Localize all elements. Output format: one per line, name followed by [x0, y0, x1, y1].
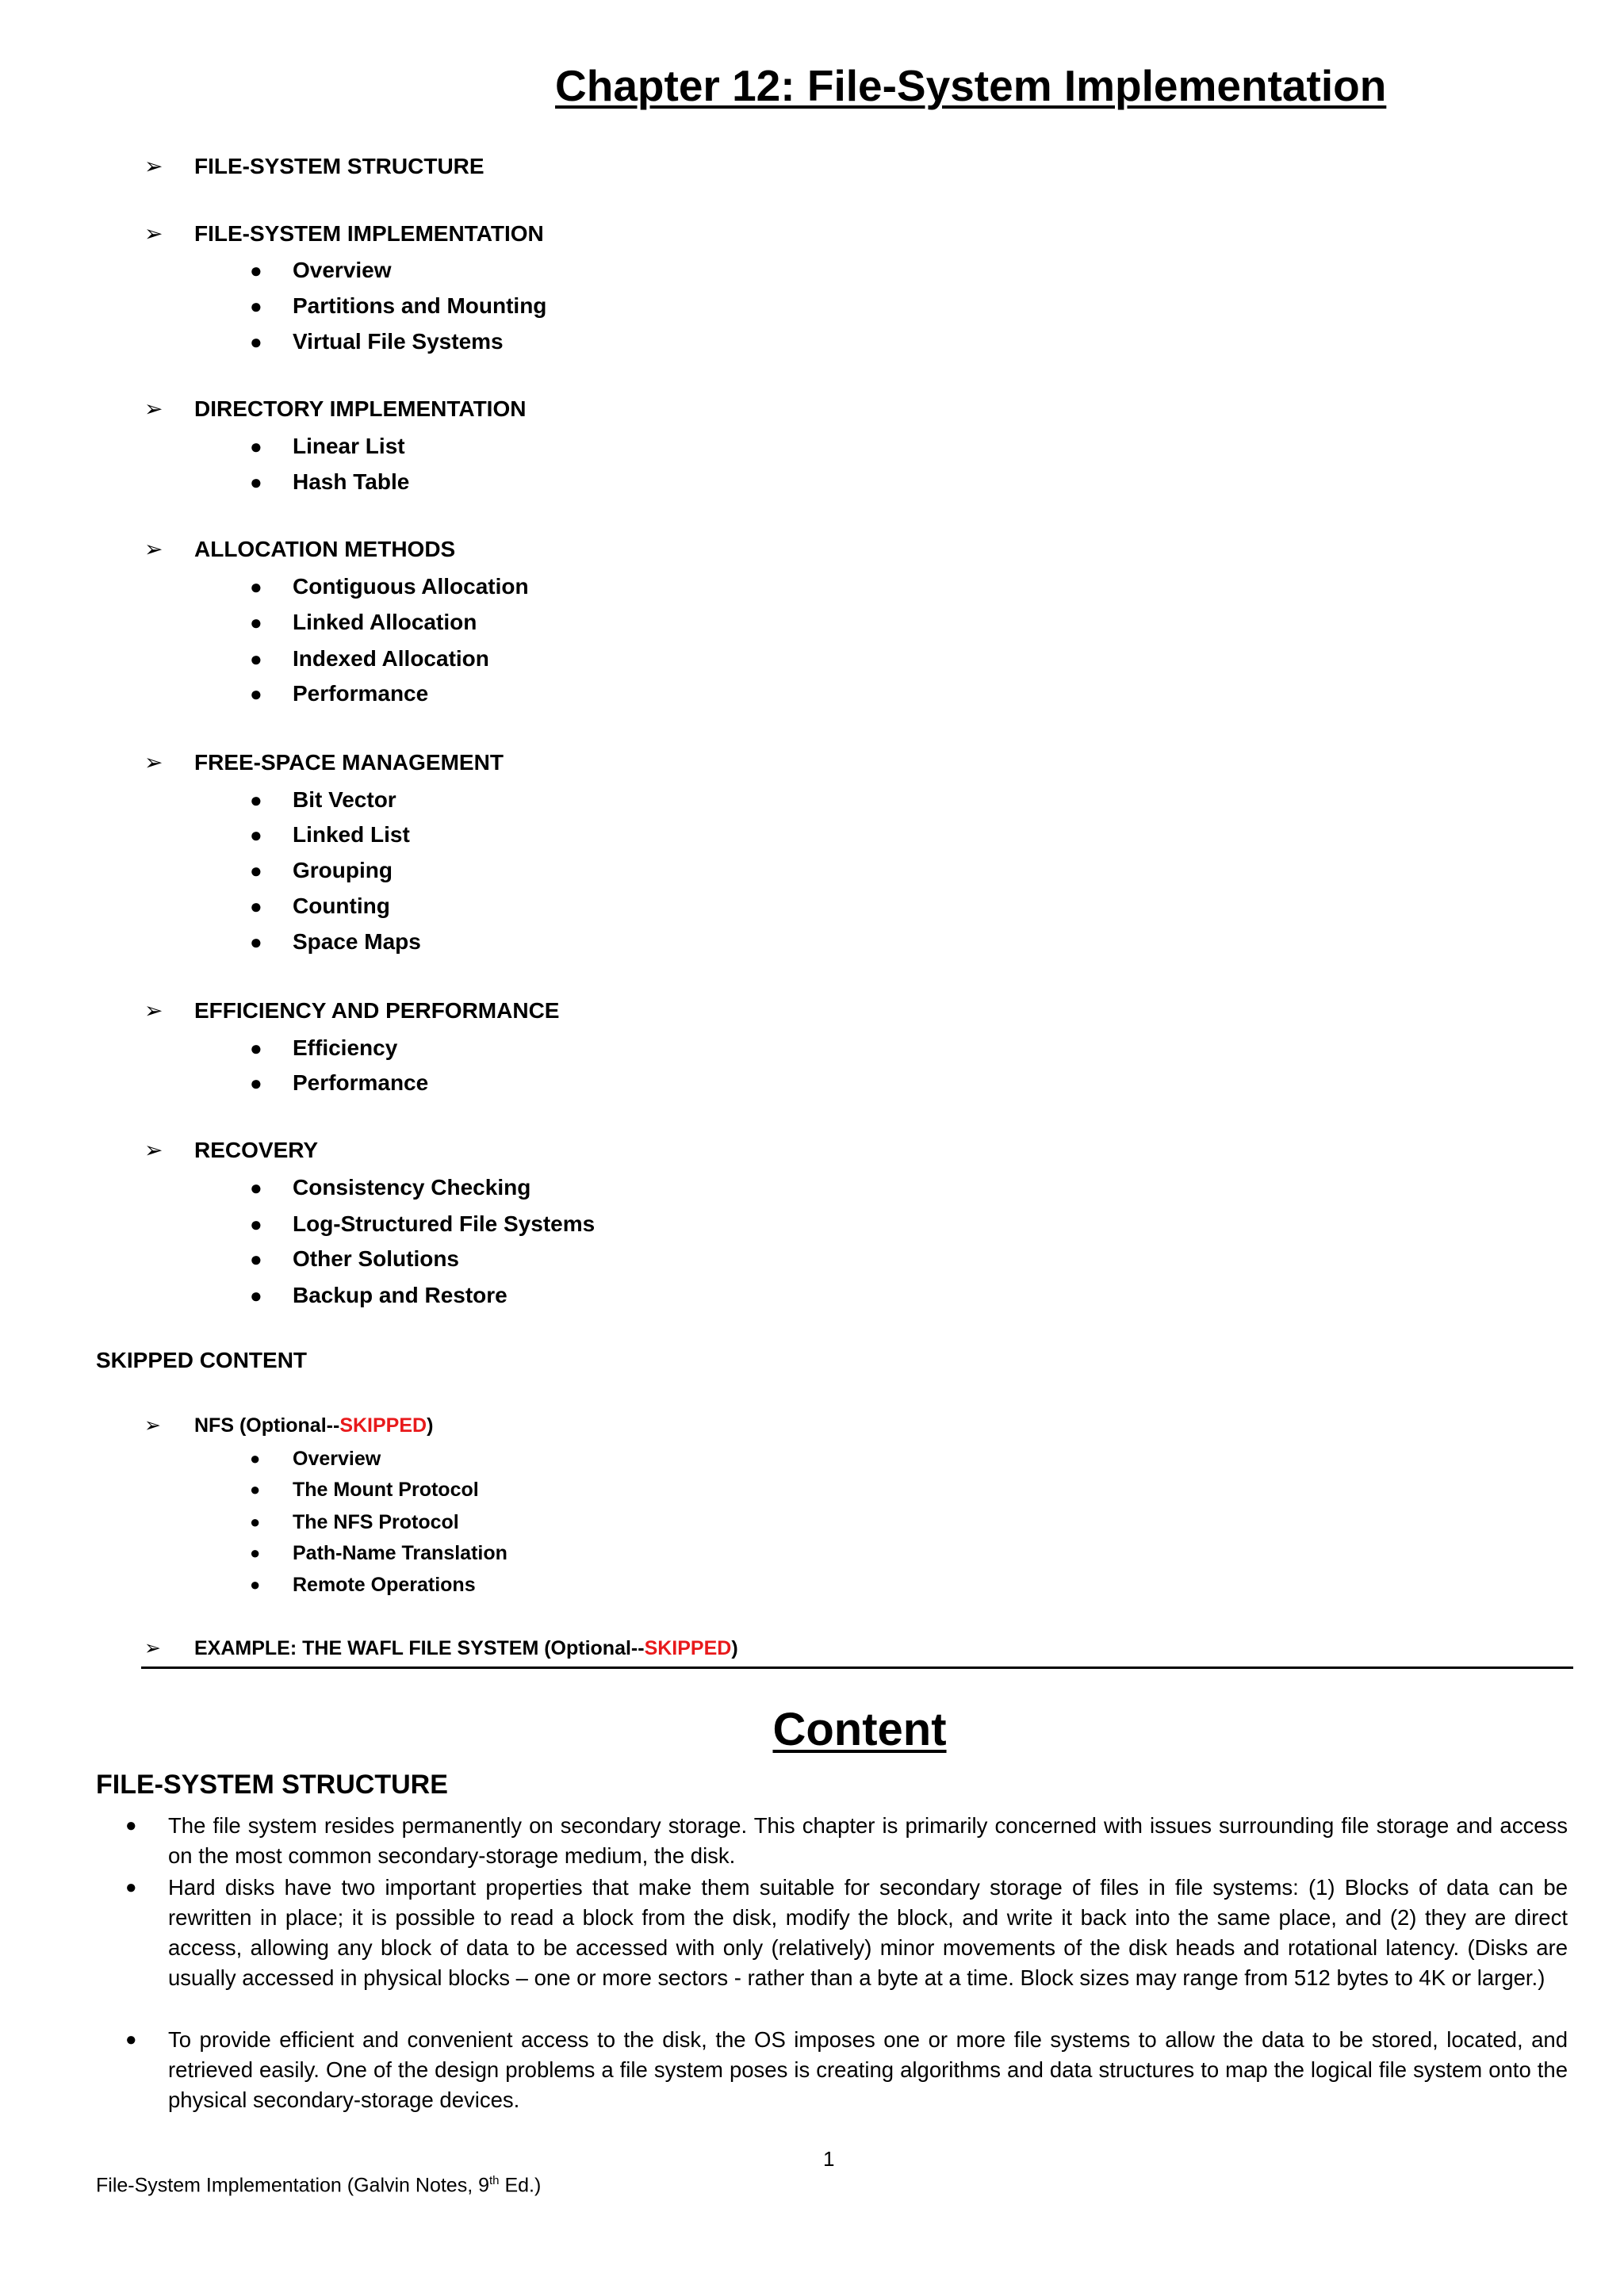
wafl-heading: EXAMPLE: THE WAFL FILE SYSTEM (Optional--SKIPPED) — [194, 1637, 738, 1659]
bullet-icon: ● — [250, 930, 262, 954]
bullet-icon: ● — [250, 575, 262, 599]
bullet-icon: ● — [250, 1448, 261, 1468]
page-number: 1 — [823, 2147, 835, 2171]
bullet-icon: ● — [250, 682, 262, 706]
divider — [141, 1667, 1573, 1669]
content-title: Content — [772, 1704, 947, 1755]
bullet-icon: ● — [250, 647, 262, 671]
bullet-icon: ● — [250, 1036, 262, 1060]
arrow-bullet-icon: ➢ — [144, 154, 163, 178]
bullet-icon: ● — [250, 1071, 262, 1095]
bullet-icon: ● — [250, 610, 262, 634]
bullet-icon: ● — [250, 330, 262, 354]
content-paragraph: Hard disks have two important properties that make them suitable for secondary storage of files in file systems: (1) Blocks of data can be rewritten in place; it is possible to read a block from the disk, modify the block, and write it back into the same place, and (2) they are direct access, allowing any block of data to be accessed with only (relatively) minor movements of the disk heads and rotational latency. (Disks are usually accessed in physical blocks – one or more sectors - rather than a byte at a time. Block sizes may range from 512 bytes to 4K or larger.) — [168, 1875, 1568, 1990]
chapter-title: Chapter 12: File-System Implementation — [555, 61, 1387, 110]
toc-heading: FREE-SPACE MANAGEMENT — [194, 750, 504, 775]
content-paragraph: To provide efficient and convenient access to the disk, the OS imposes one or more file systems to allow the data to be stored, located, and retrieved easily. One of the design problems a file system poses is creating algorithms and data structures to map the logical file system onto the physical secondary-storage devices. — [168, 2027, 1568, 2112]
toc-heading: FILE-SYSTEM IMPLEMENTATION — [194, 221, 544, 246]
arrow-bullet-icon: ➢ — [144, 998, 163, 1023]
arrow-bullet-icon: ➢ — [144, 1637, 161, 1659]
arrow-bullet-icon: ➢ — [144, 396, 163, 421]
bullet-icon: ● — [250, 1176, 262, 1200]
bullet-icon: ● — [250, 1479, 261, 1499]
page-footer: File-System Implementation (Galvin Notes, 9th Ed.) — [96, 2174, 542, 2197]
bullet-icon: ● — [125, 2029, 137, 2050]
toc-heading: DIRECTORY IMPLEMENTATION — [194, 396, 527, 421]
bullet-icon: ● — [250, 434, 262, 458]
bullet-icon: ● — [250, 823, 262, 847]
bullet-icon: ● — [250, 1212, 262, 1236]
bullet-icon: ● — [250, 258, 262, 282]
toc-heading: RECOVERY — [194, 1138, 319, 1162]
nfs-heading: NFS (Optional--SKIPPED) — [194, 1414, 434, 1437]
arrow-bullet-icon: ➢ — [144, 221, 163, 246]
bullet-icon: ● — [250, 1247, 262, 1271]
arrow-bullet-icon: ➢ — [144, 1414, 161, 1437]
bullet-icon: ● — [250, 1575, 261, 1594]
arrow-bullet-icon: ➢ — [144, 1138, 163, 1162]
toc-heading: EFFICIENCY AND PERFORMANCE — [194, 998, 560, 1023]
toc-heading: FILE-SYSTEM STRUCTURE — [194, 154, 485, 178]
arrow-bullet-icon: ➢ — [144, 537, 163, 561]
toc-heading: ALLOCATION METHODS — [194, 537, 456, 561]
bullet-icon: ● — [250, 294, 262, 318]
content-paragraph: The file system resides permanently on secondary storage. This chapter is primarily concerned with issues surrounding file storage and access on the most common secondary-storage medium, the disk. — [168, 1813, 1568, 1868]
document-page: Chapter 12: File-System Implementation ➢ FILE-SYSTEM STRUCTURE ➢ FILE-SYSTEM IMPLEMENTATION ● Overview ● Partitions and Mounting ● Virtual File Systems ➢ DIRECTORY IMPLEMENTATION ● Linear List ● Hash Table ➢ ALLOCATION METHODS ● Contiguous Allocation ● Linked Allocation ● Indexed Allocation ● Performance ➢ FREE-SPACE MANAGEMENT ● Bit Vector ● Linked List ● Grouping ● Counting ● Space Maps ➢ EFFICIENCY AND PERFORMANCE ● Efficiency ● Performance ➢ RECOVERY ● Consistency Checking ● Log-Structured File Systems ● Other Solutions ● Backup and Restore SKIPPED CONTENT ➢ NFS (Optional--SKIPPED) ● Overview ● The Mount Protocol ● The NFS Protocol ● Path-Name Translation ● Remote Operations ➢ EXAMPLE: THE WAFL FILE SYSTEM (Optional--SKIPPED) Content FILE-SYSTEM STRUCTURE ● The file system resides permanently on secondary storage. This chapter is primarily concerned with issues surrounding file storage and access on the most common secondary-storage medium, the disk. ● Hard disks have two important properties that make them suitable for secondary storage of files in file systems: (1) Blocks of data can be rewritten in place; it is possible to read a block from the disk, modify the block, and write it back into the same place, and (2) they are direct access, allowing any block of data to be accessed with only (relatively) minor movements of the disk heads and rotational latency. (Disks are usually accessed in physical blocks – one or more sectors - rather than a byte at a time. Block sizes may range from 512 bytes to 4K or larger.) ● To provide efficient and convenient access to the disk, the OS imposes one or more file systems to allow the data to be stored, located, and retrieved easily. One of the design problems a file system poses is creating algorithms and data structures to map the logical file system onto the physical secondary-storage devices. 1 File-System Implementation (Galvin Notes, 9th Ed.) — [0, 0, 1624, 2296]
bullet-icon: ● — [125, 1877, 137, 1898]
skipped-content-heading: SKIPPED CONTENT — [96, 1348, 308, 1372]
bullet-icon: ● — [125, 1815, 137, 1836]
bullet-icon: ● — [250, 1512, 261, 1532]
bullet-icon: ● — [250, 470, 262, 494]
bullet-icon: ● — [250, 1543, 261, 1563]
bullet-icon: ● — [250, 859, 262, 882]
bullet-icon: ● — [250, 894, 262, 918]
section-heading: FILE-SYSTEM STRUCTURE — [96, 1770, 448, 1800]
bullet-icon: ● — [250, 788, 262, 812]
bullet-icon: ● — [250, 1284, 262, 1307]
arrow-bullet-icon: ➢ — [144, 750, 163, 775]
